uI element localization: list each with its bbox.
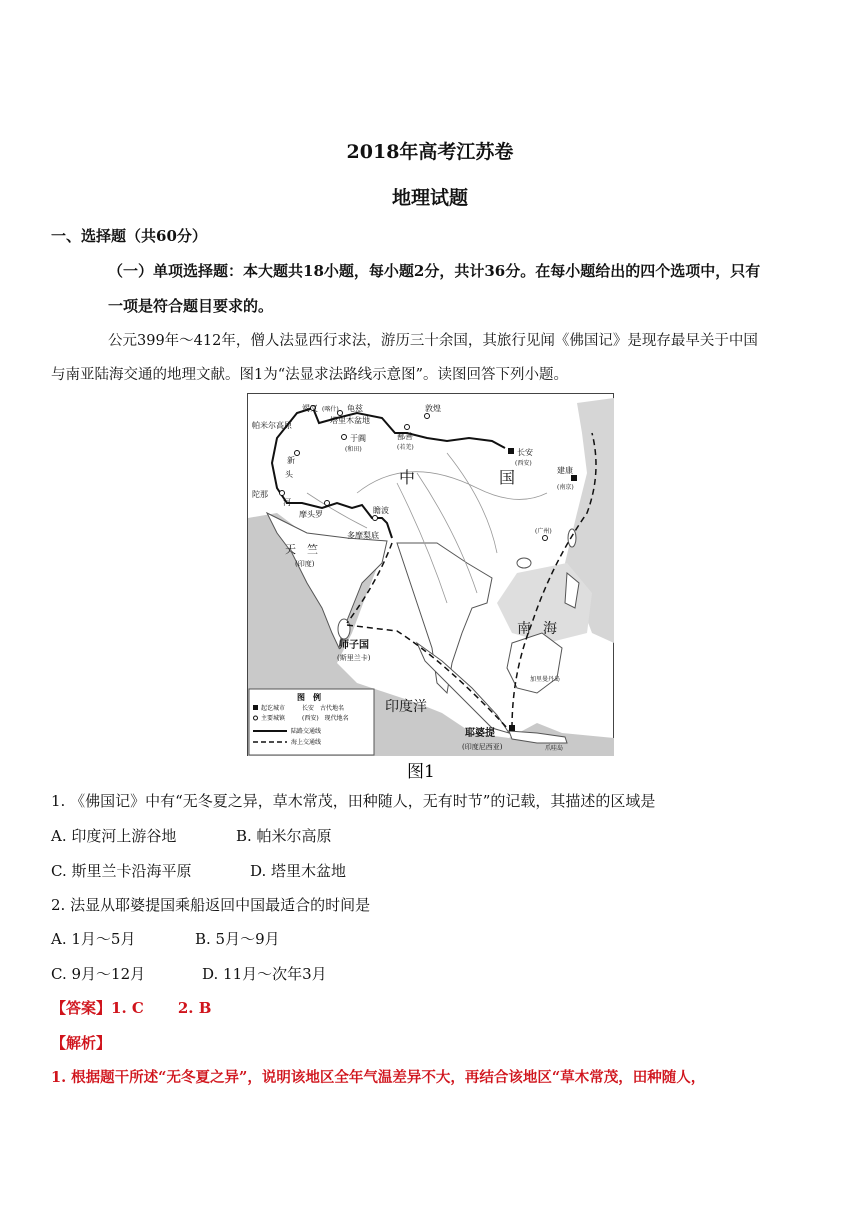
label-yepoti: 耶婆提 — [465, 728, 495, 739]
question-1: 1. 《佛国记》中有“无冬夏之异，草木常茂，田种随人，无有时节”的记载，其描述的区域是 — [51, 792, 656, 810]
legend-origin-symbol — [253, 705, 258, 710]
legend-land-text: 陆路交通线 — [291, 728, 322, 735]
q2-option-b: B. 5月～9月 — [195, 930, 280, 948]
legend-title: 图 例 — [297, 692, 321, 702]
label-jiankang: 建康 — [557, 466, 573, 475]
answer-line — [51, 998, 211, 1018]
q2-option-c: C. 9月～12月 — [51, 965, 146, 983]
legend-modern-text: (西安) 现代地名 — [302, 715, 349, 722]
q1-option-b: B. 帕米尔高原 — [236, 827, 332, 845]
exam-subtitle: 地理试题 — [391, 187, 468, 209]
answer-2: 2. B — [177, 999, 212, 1017]
label-guizi: 龟兹 — [347, 404, 363, 413]
label-changan-modern: (西安) — [515, 460, 532, 467]
instruction-line-2: 一项是符合题目要求的。 — [108, 297, 274, 315]
map-legend — [249, 689, 374, 755]
label-shiziguo: 师子国 — [339, 640, 369, 651]
label-indian-ocean: 印度洋 — [385, 699, 427, 715]
label-pamir: 帕米尔高原 — [252, 421, 292, 430]
section-heading: 一、选择题（共60分） — [51, 227, 207, 245]
yepoti-marker — [509, 725, 515, 731]
question-2: 2. 法显从耶婆提国乘船返回中国最适合的时间是 — [51, 896, 371, 914]
map-caption: 图1 — [407, 762, 435, 782]
label-tianzhu: 天 竺 — [285, 543, 318, 556]
label-mathura: 摩头罗 — [299, 510, 323, 519]
answer-tag: 【答案】 — [51, 999, 112, 1017]
label-zhanbo: 瞻波 — [373, 506, 389, 515]
taiwan-island — [568, 529, 576, 547]
passage-line-1: 公元399年～412年，僧人法显西行求法，游历三十余国，其旅行见闻《佛国记》是现存最早关于中国 — [108, 333, 758, 349]
label-yutian: 于阗 — [350, 434, 366, 443]
changan-origin-marker — [508, 448, 514, 454]
q1-option-c: C. 斯里兰卡沿海平原 — [51, 862, 192, 880]
label-changan: 长安 — [517, 448, 533, 457]
hainan-island — [517, 558, 531, 568]
label-jiankang-modern: (南京) — [557, 484, 574, 491]
answer-1: 1. C — [111, 999, 144, 1017]
label-shanshan: 鄯善 — [397, 432, 413, 441]
passage-line-2: 与南亚陆海交通的地理文献。图1为“法显求法路线示意图”。读图回答下列小题。 — [51, 367, 569, 383]
label-yutian-modern: (和田) — [345, 446, 362, 453]
label-shiziguo-modern: (斯里兰卡) — [337, 654, 371, 662]
exam-title: 2018年高考江苏卷 — [346, 141, 514, 163]
label-guangzhou: (广州) — [535, 528, 552, 535]
label-jiecha: 竭叉 — [302, 404, 318, 413]
label-tarim: 塔里木盆地 — [330, 416, 370, 425]
label-nanhai-hai: 海 — [543, 621, 557, 637]
instruction-line-1: （一）单项选择题：本大题共18小题，每小题2分，共计36分。在每小题给出的四个选项中，只有 — [108, 262, 761, 280]
label-du: 头 — [285, 470, 293, 479]
label-tuona: 陀那 — [252, 490, 268, 499]
route-map-figure — [247, 393, 615, 783]
label-yepoti-modern: (印度尼西亚) — [462, 743, 503, 751]
label-guo: 国 — [499, 468, 516, 487]
legend-ancient-text: 长安 古代地名 — [302, 705, 345, 712]
legend-sea-text: 海上交通线 — [291, 739, 322, 746]
label-shanshan-modern: (若羌) — [397, 444, 414, 451]
label-kalimantan: 加里曼丹岛 — [530, 676, 561, 683]
label-dunhuang: 敦煌 — [425, 404, 441, 413]
q2-option-a: A. 1月～5月 — [51, 930, 136, 948]
analysis-tag: 【解析】 — [51, 1034, 112, 1052]
label-tianzhu-modern: (印度) — [295, 560, 315, 568]
label-xintou: 新 — [287, 456, 295, 465]
label-java: 爪哇岛 — [545, 745, 564, 752]
legend-origin-text: 起讫城市 — [261, 705, 286, 712]
q1-option-a: A. 印度河上游谷地 — [51, 827, 177, 845]
q2-option-d: D. 11月～次年3月 — [202, 965, 327, 983]
jiankang-marker — [571, 475, 577, 481]
q1-option-d: D. 塔里木盆地 — [250, 862, 347, 880]
legend-town-text: 主要城镇 — [261, 715, 286, 722]
label-zhong: 中 — [399, 468, 416, 487]
label-nanhai-nan: 南 — [517, 621, 531, 637]
legend-town-symbol — [254, 716, 258, 720]
label-tamralipti: 多摩梨底 — [347, 531, 379, 540]
label-he: 河 — [283, 498, 291, 507]
label-jiecha-modern: (喀什) — [322, 406, 339, 413]
analysis-line-1: 1. 根据题干所述“无冬夏之异”，说明该地区全年气温差异不大，再结合该地区“草木常茂，田种随人， — [51, 1069, 706, 1086]
